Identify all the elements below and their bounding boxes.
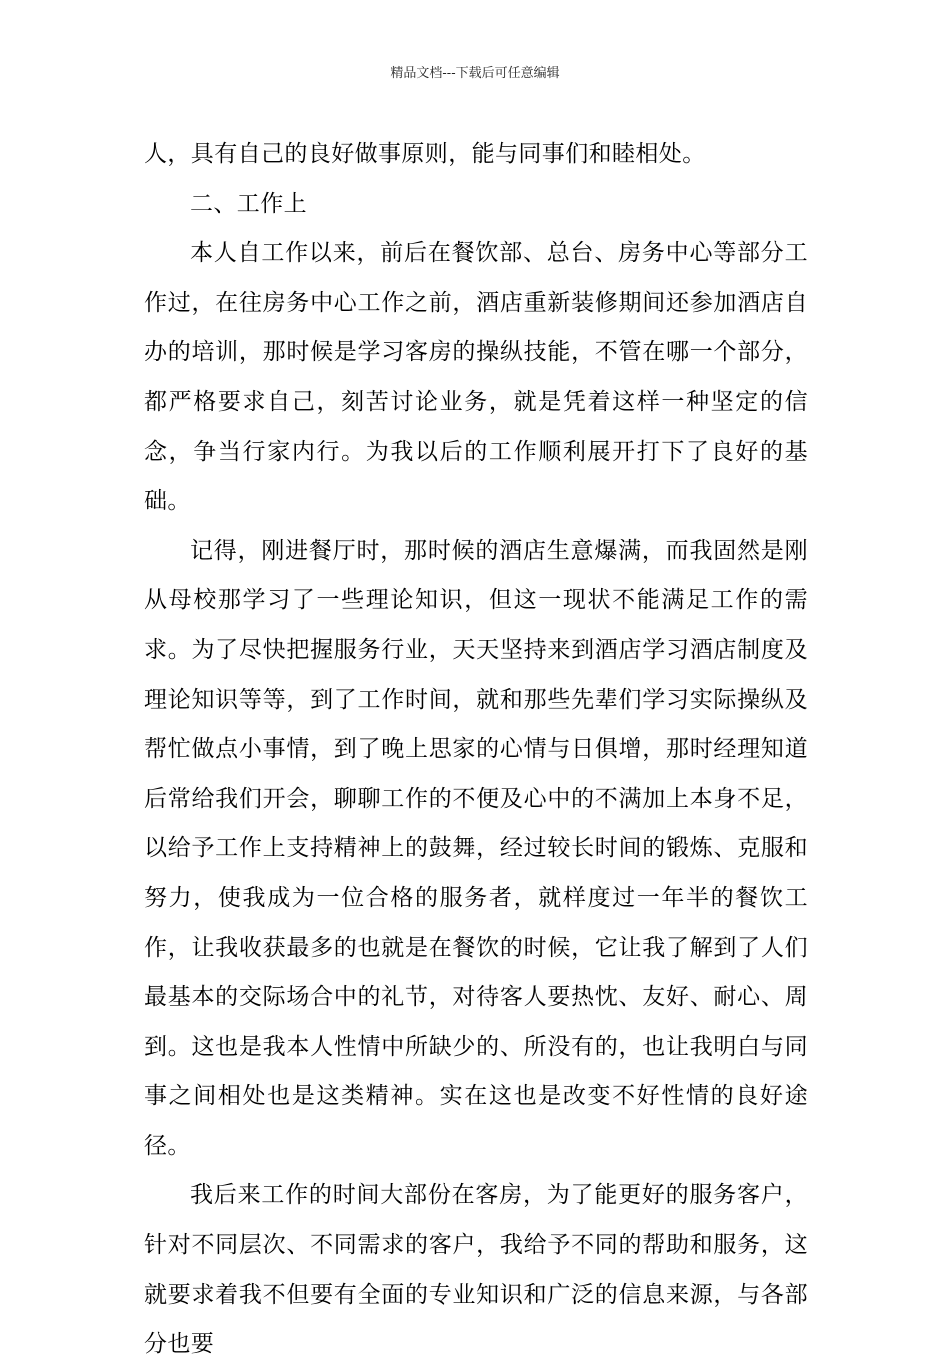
paragraph: 记得，刚进餐厅时，那时候的酒店生意爆满，而我固然是刚从母校那学习了一些理论知识，但这一现状不能满足工作的需求。为了尽快把握服务行业，天天坚持来到酒店学习酒店制度及理论知识等等，到了工作时间，就和那些先辈们学习实际操纵及帮忙做点小事情，到了晚上思家的心情与日俱增，那时经理知道后常给我们开会，聊聊工作的不便及心中的不满加上本身不足，以给予工作上支持精神上的鼓舞，经过较长时间的锻炼、克服和努力，使我成为一位合格的服务者，就样度过一年半的餐饮工作，让我收获最多的也就是在餐饮的时候，它让我了解到了人们最基本的交际场合中的礼节，对待客人要热忱、友好、耐心、周到。这也是我本人性情中所缺少的、所没有的，也让我明白与同事之间相处也是这类精神。实在这也是改变不好性情的良好途径。 [144, 537, 808, 1159]
paragraph-continuation: 人，具有自己的良好做事原则，能与同事们和睦相处。 [144, 141, 706, 167]
document-body [144, 130, 808, 1370]
section-heading: 二、工作上 [190, 190, 307, 217]
paragraph: 本人自工作以来，前后在餐饮部、总台、房务中心等部分工作过，在往房务中心工作之前，酒店重新装修期间还参加酒店自办的培训，那时候是学习客房的操纵技能，不管在哪一个部分，都严格要求自己，刻苦讨论业务，就是凭着这样一种坚定的信念，争当行家内行。为我以后的工作顺利展开打下了良好的基础。 [144, 240, 808, 515]
paragraph: 我后来工作的时间大部份在客房，为了能更好的服务客户，针对不同层次、不同需求的客户，我给予不同的帮助和服务，这就要求着我不但要有全面的专业知识和广泛的信息来源，与各部分也要 [144, 1182, 808, 1358]
page-header: 精品文档---下载后可任意编辑 [390, 66, 560, 81]
